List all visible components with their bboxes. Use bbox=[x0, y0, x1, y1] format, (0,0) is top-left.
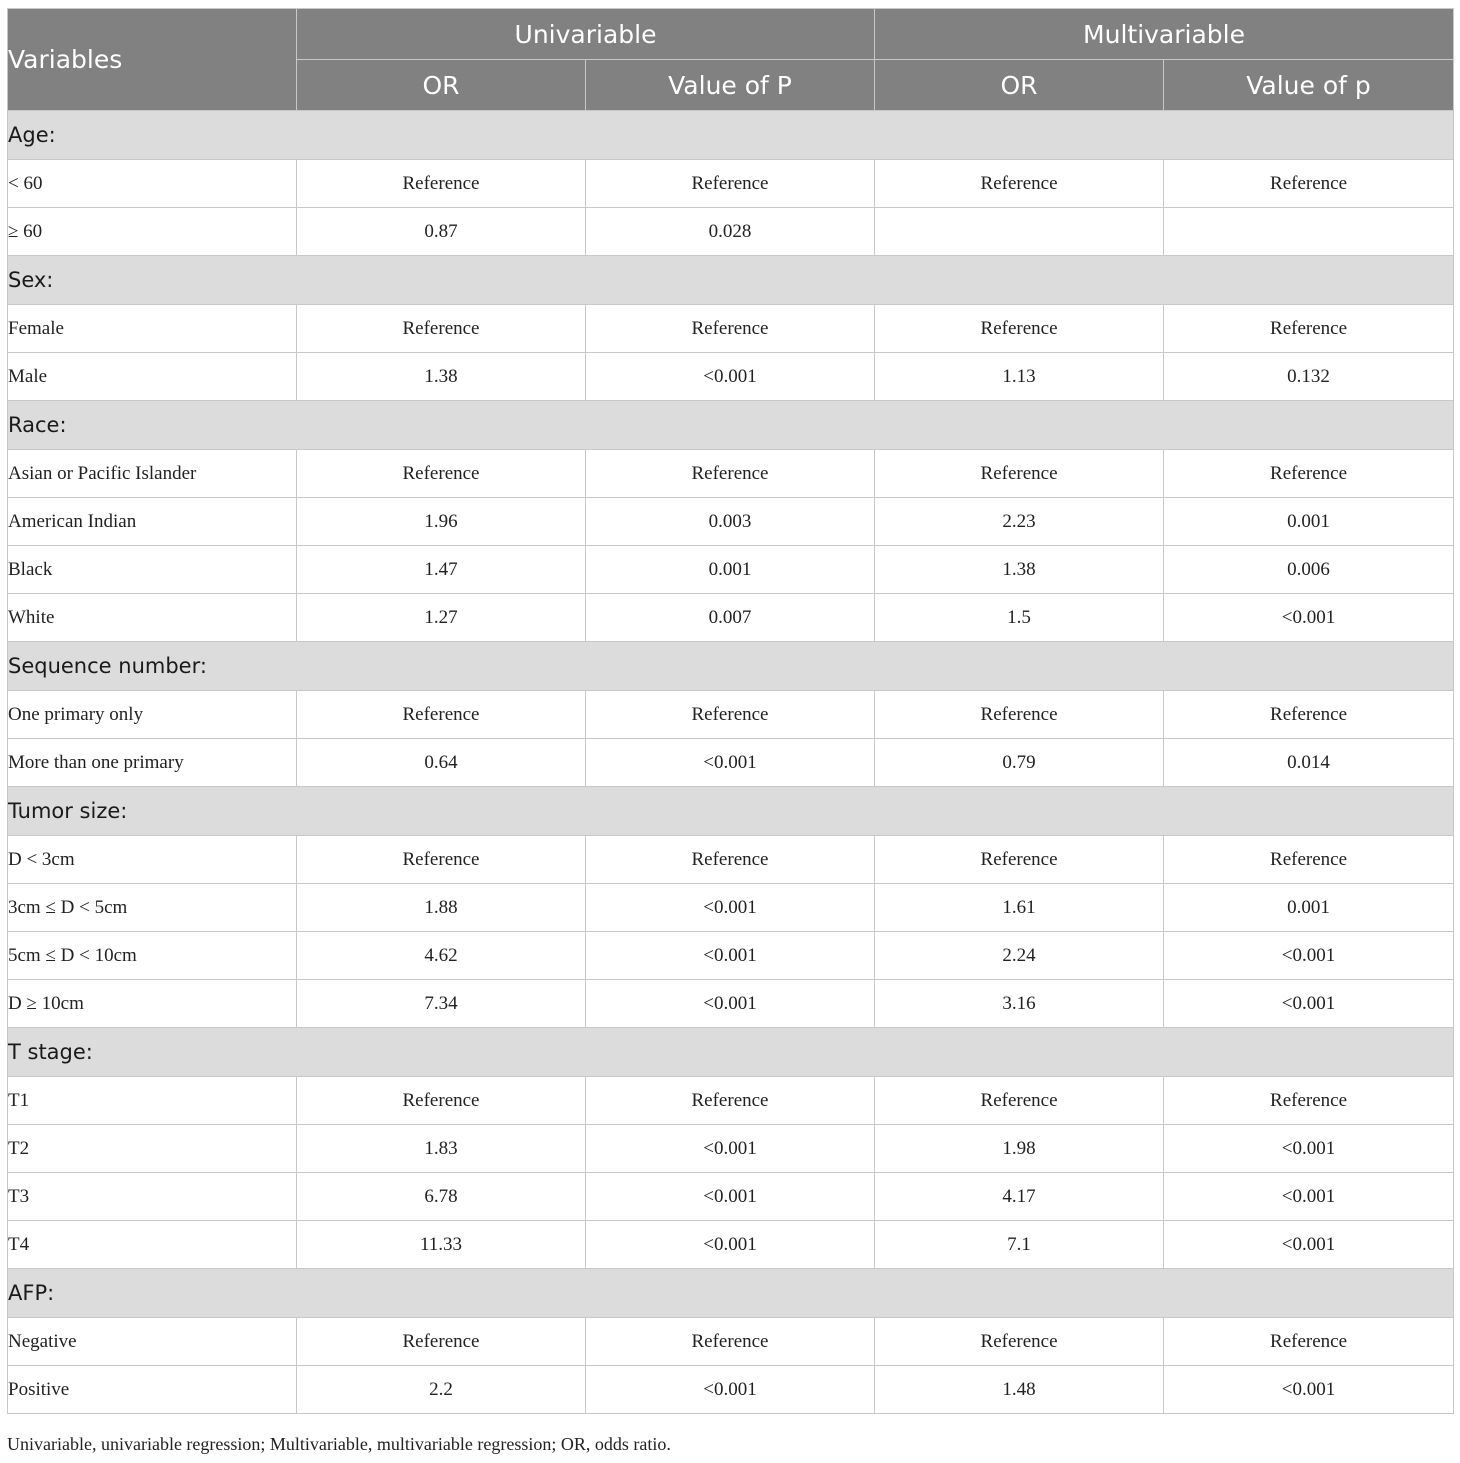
table-row bbox=[8, 739, 1454, 787]
cell-p-multi: 0.014 bbox=[1164, 739, 1454, 787]
cell-p-uni: Reference bbox=[586, 160, 875, 208]
cell-or-uni: Reference bbox=[297, 160, 586, 208]
cell-or-uni: 1.96 bbox=[297, 498, 586, 546]
row-label: Positive bbox=[8, 1366, 297, 1414]
row-label: Female bbox=[8, 305, 297, 353]
cell-or-uni: 1.47 bbox=[297, 546, 586, 594]
cell-or-uni: 2.2 bbox=[297, 1366, 586, 1414]
group-title: Sequence number: bbox=[8, 642, 1454, 691]
row-label: T3 bbox=[8, 1173, 297, 1221]
cell-p-uni: <0.001 bbox=[586, 1125, 875, 1173]
cell-p-uni: <0.001 bbox=[586, 1173, 875, 1221]
cell-or-multi: Reference bbox=[875, 450, 1164, 498]
row-label: T2 bbox=[8, 1125, 297, 1173]
cell-or-multi: Reference bbox=[875, 836, 1164, 884]
cell-or-uni: 1.88 bbox=[297, 884, 586, 932]
group-row bbox=[8, 401, 1454, 450]
row-label: D < 3cm bbox=[8, 836, 297, 884]
row-label: More than one primary bbox=[8, 739, 297, 787]
cell-or-uni: 7.34 bbox=[297, 980, 586, 1028]
cell-or-multi: 1.48 bbox=[875, 1366, 1164, 1414]
cell-p-uni: 0.028 bbox=[586, 208, 875, 256]
cell-or-multi: 1.5 bbox=[875, 594, 1164, 642]
cell-or-uni: 1.38 bbox=[297, 353, 586, 401]
table-row bbox=[8, 932, 1454, 980]
row-label: Male bbox=[8, 353, 297, 401]
cell-or-multi: 0.79 bbox=[875, 739, 1164, 787]
cell-or-multi: 3.16 bbox=[875, 980, 1164, 1028]
cell-p-multi: Reference bbox=[1164, 305, 1454, 353]
cell-or-uni: 0.87 bbox=[297, 208, 586, 256]
cell-p-uni: 0.001 bbox=[586, 546, 875, 594]
row-label: T1 bbox=[8, 1077, 297, 1125]
row-label: 5cm ≤ D < 10cm bbox=[8, 932, 297, 980]
table-row bbox=[8, 980, 1454, 1028]
cell-p-multi: <0.001 bbox=[1164, 1366, 1454, 1414]
cell-or-multi: 1.13 bbox=[875, 353, 1164, 401]
cell-or-uni: 11.33 bbox=[297, 1221, 586, 1269]
cell-or-multi: Reference bbox=[875, 1318, 1164, 1366]
table-row bbox=[8, 836, 1454, 884]
row-label: White bbox=[8, 594, 297, 642]
cell-p-uni: <0.001 bbox=[586, 884, 875, 932]
group-row bbox=[8, 642, 1454, 691]
row-label: American Indian bbox=[8, 498, 297, 546]
row-label: Asian or Pacific Islander bbox=[8, 450, 297, 498]
cell-or-multi: 1.38 bbox=[875, 546, 1164, 594]
group-title: Tumor size: bbox=[8, 787, 1454, 836]
table-row bbox=[8, 1318, 1454, 1366]
cell-or-uni: Reference bbox=[297, 1077, 586, 1125]
cell-p-multi: Reference bbox=[1164, 160, 1454, 208]
cell-p-uni: Reference bbox=[586, 1077, 875, 1125]
univariable-header: Univariable bbox=[297, 9, 875, 60]
cell-p-multi: Reference bbox=[1164, 1318, 1454, 1366]
cell-or-multi: 1.98 bbox=[875, 1125, 1164, 1173]
cell-p-uni: Reference bbox=[586, 305, 875, 353]
cell-p-uni: <0.001 bbox=[586, 739, 875, 787]
table-row bbox=[8, 353, 1454, 401]
table-row bbox=[8, 1125, 1454, 1173]
cell-p-uni: <0.001 bbox=[586, 1366, 875, 1414]
group-title: Race: bbox=[8, 401, 1454, 450]
cell-p-multi: <0.001 bbox=[1164, 1125, 1454, 1173]
cell-p-multi: Reference bbox=[1164, 450, 1454, 498]
cell-p-uni: <0.001 bbox=[586, 353, 875, 401]
cell-p-multi: <0.001 bbox=[1164, 594, 1454, 642]
cell-p-multi: 0.001 bbox=[1164, 884, 1454, 932]
regression-table bbox=[7, 8, 1454, 1414]
row-label: T4 bbox=[8, 1221, 297, 1269]
cell-p-multi: 0.006 bbox=[1164, 546, 1454, 594]
cell-p-multi: Reference bbox=[1164, 1077, 1454, 1125]
group-row bbox=[8, 1028, 1454, 1077]
row-label: 3cm ≤ D < 5cm bbox=[8, 884, 297, 932]
cell-p-multi: <0.001 bbox=[1164, 980, 1454, 1028]
table-row bbox=[8, 208, 1454, 256]
cell-or-uni: Reference bbox=[297, 305, 586, 353]
cell-p-multi: Reference bbox=[1164, 836, 1454, 884]
cell-p-multi: 0.001 bbox=[1164, 498, 1454, 546]
cell-p-uni: 0.003 bbox=[586, 498, 875, 546]
cell-or-uni: Reference bbox=[297, 1318, 586, 1366]
cell-p-uni: <0.001 bbox=[586, 932, 875, 980]
table-footnote: Univariable, univariable regression; Multivariable, multivariable regression; OR, odds ratio. bbox=[7, 1434, 671, 1454]
table-body bbox=[8, 111, 1454, 1414]
cell-or-uni: Reference bbox=[297, 836, 586, 884]
p-multivariable-header: Value of p bbox=[1164, 60, 1454, 111]
cell-or-uni: 0.64 bbox=[297, 739, 586, 787]
cell-p-multi: <0.001 bbox=[1164, 932, 1454, 980]
cell-or-multi bbox=[875, 208, 1164, 256]
group-title: AFP: bbox=[8, 1269, 1454, 1318]
cell-p-uni: Reference bbox=[586, 836, 875, 884]
cell-p-multi bbox=[1164, 208, 1454, 256]
cell-p-uni: Reference bbox=[586, 1318, 875, 1366]
row-label: ≥ 60 bbox=[8, 208, 297, 256]
table-row bbox=[8, 884, 1454, 932]
cell-or-multi: 7.1 bbox=[875, 1221, 1164, 1269]
cell-or-uni: Reference bbox=[297, 691, 586, 739]
cell-or-uni: 1.27 bbox=[297, 594, 586, 642]
cell-or-multi: Reference bbox=[875, 305, 1164, 353]
row-label: D ≥ 10cm bbox=[8, 980, 297, 1028]
cell-p-multi: <0.001 bbox=[1164, 1173, 1454, 1221]
table-row bbox=[8, 498, 1454, 546]
cell-or-multi: Reference bbox=[875, 1077, 1164, 1125]
row-label: < 60 bbox=[8, 160, 297, 208]
cell-p-uni: 0.007 bbox=[586, 594, 875, 642]
group-title: T stage: bbox=[8, 1028, 1454, 1077]
group-row bbox=[8, 1269, 1454, 1318]
group-row bbox=[8, 111, 1454, 160]
cell-p-uni: Reference bbox=[586, 450, 875, 498]
table-row bbox=[8, 594, 1454, 642]
table-row bbox=[8, 1221, 1454, 1269]
table-row bbox=[8, 305, 1454, 353]
group-row bbox=[8, 256, 1454, 305]
cell-or-multi: 2.24 bbox=[875, 932, 1164, 980]
cell-or-multi: 4.17 bbox=[875, 1173, 1164, 1221]
table-row bbox=[8, 546, 1454, 594]
row-label: Black bbox=[8, 546, 297, 594]
group-title: Sex: bbox=[8, 256, 1454, 305]
table-row bbox=[8, 1366, 1454, 1414]
cell-p-multi: Reference bbox=[1164, 691, 1454, 739]
table-row bbox=[8, 691, 1454, 739]
variables-header: Variables bbox=[8, 9, 297, 111]
table-row bbox=[8, 450, 1454, 498]
table-row bbox=[8, 1173, 1454, 1221]
cell-or-multi: 2.23 bbox=[875, 498, 1164, 546]
row-label: One primary only bbox=[8, 691, 297, 739]
cell-or-multi: Reference bbox=[875, 691, 1164, 739]
p-univariable-header: Value of P bbox=[586, 60, 875, 111]
cell-or-multi: Reference bbox=[875, 160, 1164, 208]
cell-or-uni: 6.78 bbox=[297, 1173, 586, 1221]
group-title: Age: bbox=[8, 111, 1454, 160]
multivariable-header: Multivariable bbox=[875, 9, 1454, 60]
or-multivariable-header: OR bbox=[875, 60, 1164, 111]
row-label: Negative bbox=[8, 1318, 297, 1366]
table-row bbox=[8, 1077, 1454, 1125]
cell-p-uni: <0.001 bbox=[586, 1221, 875, 1269]
cell-p-multi: 0.132 bbox=[1164, 353, 1454, 401]
cell-p-uni: Reference bbox=[586, 691, 875, 739]
cell-p-multi: <0.001 bbox=[1164, 1221, 1454, 1269]
table-row bbox=[8, 160, 1454, 208]
cell-or-uni: 1.83 bbox=[297, 1125, 586, 1173]
cell-or-uni: 4.62 bbox=[297, 932, 586, 980]
or-univariable-header: OR bbox=[297, 60, 586, 111]
cell-or-multi: 1.61 bbox=[875, 884, 1164, 932]
cell-or-uni: Reference bbox=[297, 450, 586, 498]
cell-p-uni: <0.001 bbox=[586, 980, 875, 1028]
group-row bbox=[8, 787, 1454, 836]
